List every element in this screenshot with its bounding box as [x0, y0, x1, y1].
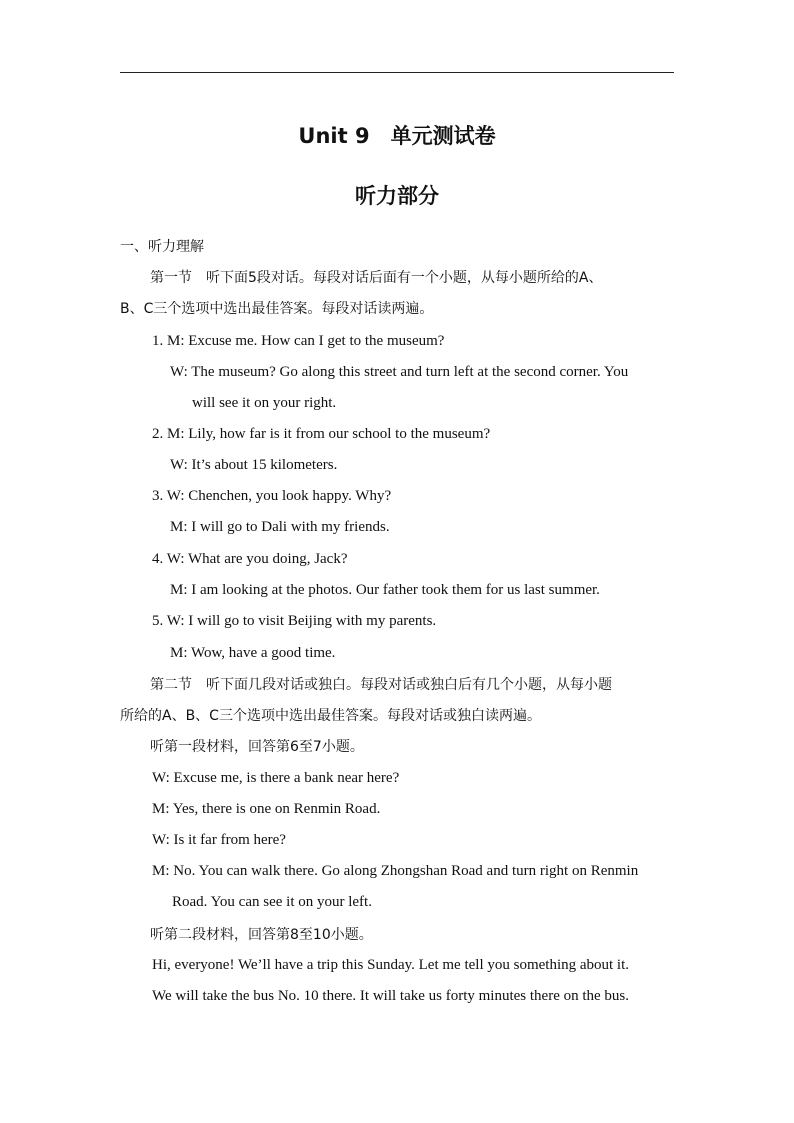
material-line: W: Is it far from here?: [152, 832, 286, 848]
page-title: Unit 9 单元测试卷: [298, 124, 496, 148]
dialogue-line: W: The museum? Go along this street and turn left at the second corner. You: [170, 364, 629, 380]
header-rule: [120, 72, 674, 73]
dialogue-line: M: I am looking at the photos. Our father took them for us last summer.: [170, 582, 600, 598]
dialogue-line: 3. W: Chenchen, you look happy. Why?: [152, 488, 392, 504]
material-line: M: No. You can walk there. Go along Zhongshan Road and turn right on Renmin: [152, 863, 639, 879]
dialogue-line: M: Wow, have a good time.: [170, 645, 336, 661]
material-line: M: Yes, there is one on Renmin Road.: [152, 801, 381, 817]
dialogue-line: 5. W: I will go to visit Beijing with my parents.: [152, 613, 437, 629]
material-line: Road. You can see it on your left.: [172, 894, 372, 910]
part2-instruction-line2: 所给的A、B、C三个选项中选出最佳答案。每段对话或独白读两遍。: [120, 708, 541, 724]
dialogue-line: 4. W: What are you doing, Jack?: [152, 551, 348, 567]
section-heading: 一、听力理解: [120, 239, 204, 255]
material-line: Hi, everyone! We’ll have a trip this Sunday. Let me tell you something about it.: [152, 957, 630, 973]
material-line: We will take the bus No. 10 there. It will take us forty minutes there on the bus.: [152, 988, 630, 1004]
dialogue-line: 1. M: Excuse me. How can I get to the museum?: [152, 333, 445, 349]
part1-instruction-line2: B、C三个选项中选出最佳答案。每段对话读两遍。: [120, 301, 434, 317]
material-line: W: Excuse me, is there a bank near here?: [152, 770, 400, 786]
dialogue-line: will see it on your right.: [192, 395, 337, 411]
material1-heading: 听第一段材料，回答第6至7小题。: [150, 739, 364, 755]
page-subtitle: 听力部分: [355, 184, 439, 208]
part2-instruction-line1: 第二节 听下面几段对话或独白。每段对话或独白后有几个小题，从每小题: [150, 677, 612, 693]
part1-instruction-line1: 第一节 听下面5段对话。每段对话后面有一个小题，从每小题所给的A、: [150, 270, 603, 286]
dialogue-line: M: I will go to Dali with my friends.: [170, 519, 390, 535]
dialogue-line: 2. M: Lily, how far is it from our school to the museum?: [152, 426, 491, 442]
material2-heading: 听第二段材料，回答第8至10小题。: [150, 927, 373, 943]
dialogue-line: W: It’s about 15 kilometers.: [170, 457, 338, 473]
